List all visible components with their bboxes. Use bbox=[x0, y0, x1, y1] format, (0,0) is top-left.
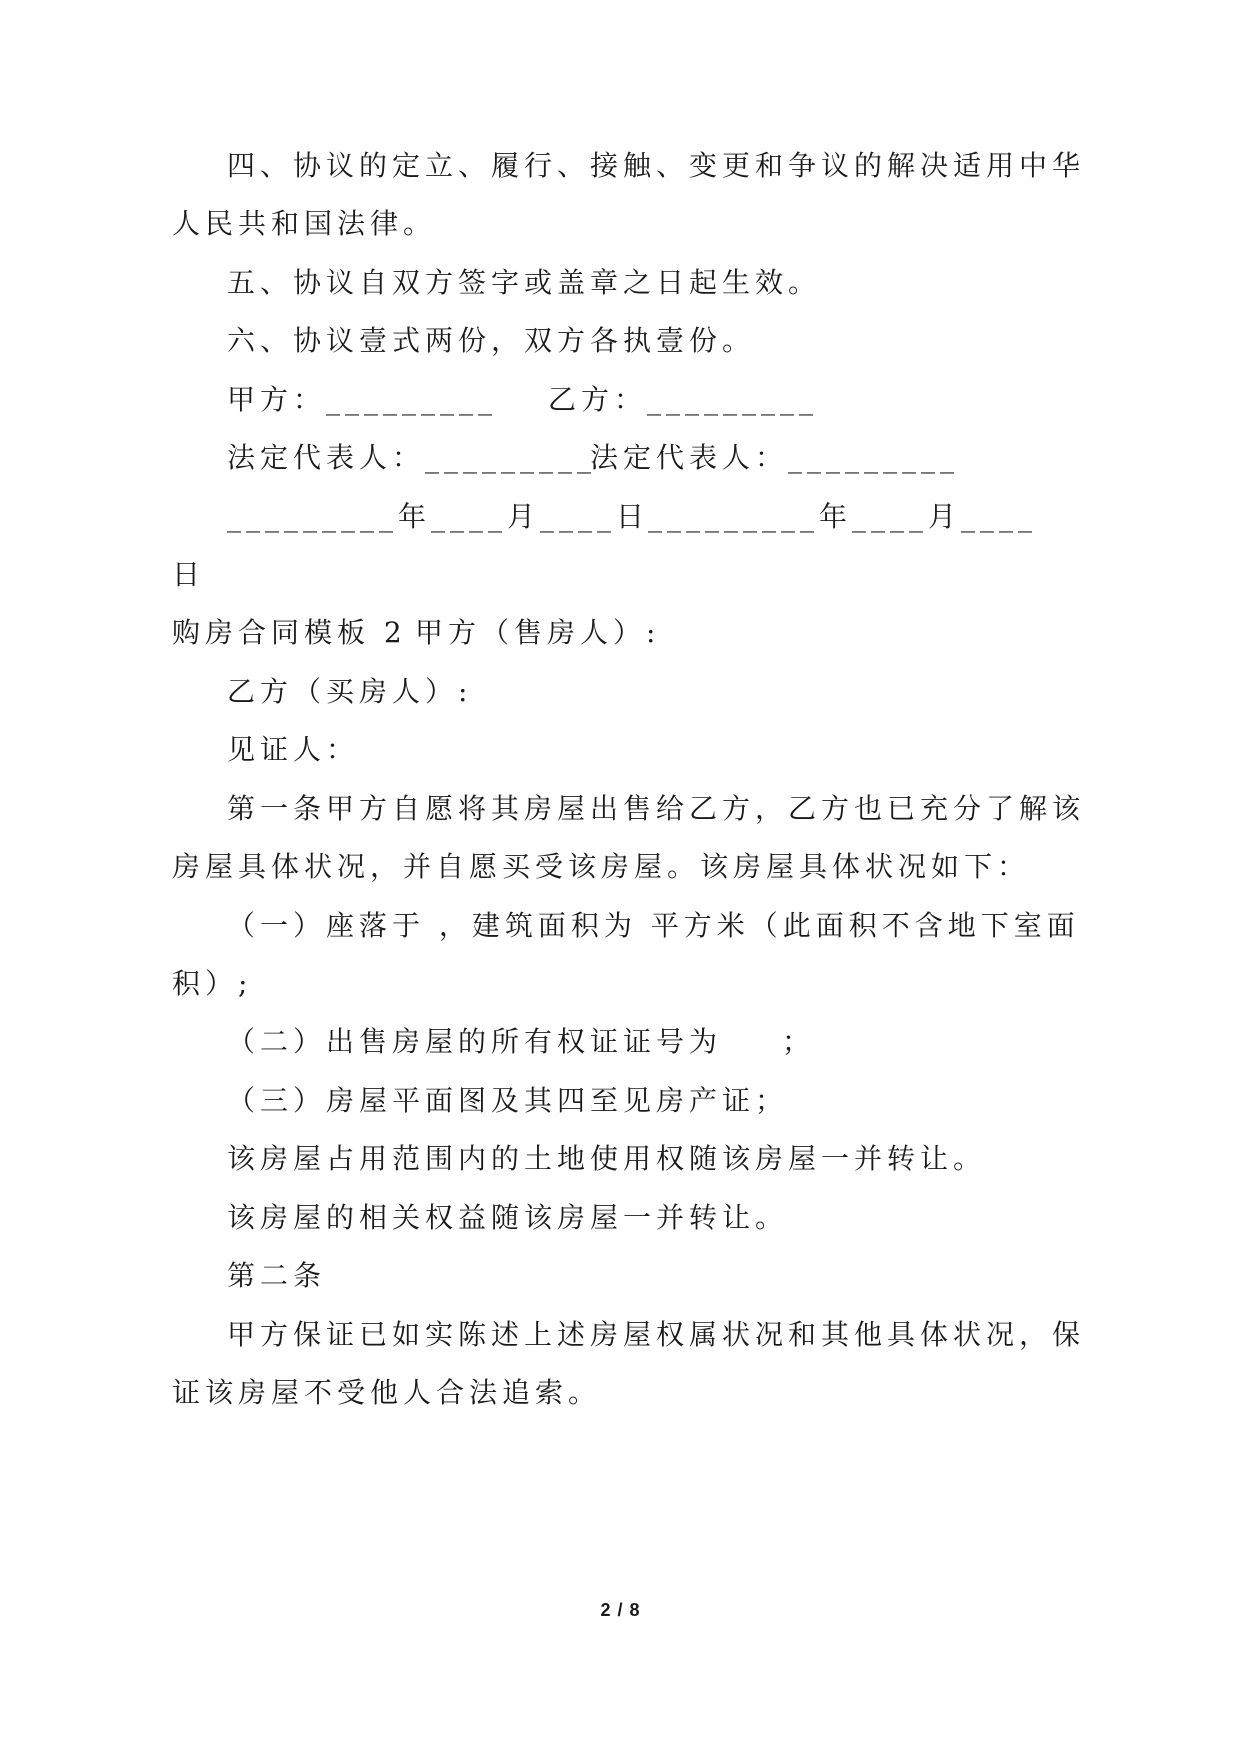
contract-template-title: 购房合同模板 2 bbox=[172, 616, 407, 649]
rights-transfer: 该房屋的相关权益随该房屋一并转让。 bbox=[227, 1201, 789, 1234]
item-1-line-2: 积）; bbox=[172, 967, 253, 1000]
party-b-signature: 乙方：_________ bbox=[548, 383, 819, 416]
item-3: （三）房屋平面图及其四至见房产证； bbox=[227, 1084, 789, 1117]
article-2-line-2: 证该房屋不受他人合法追索。 bbox=[172, 1376, 602, 1409]
witness-label: 见证人： bbox=[227, 733, 360, 766]
party-b-legal-representative: 法定代表人：_________ bbox=[590, 441, 960, 474]
article-2-heading: 第二条 bbox=[227, 1259, 327, 1292]
paragraph-4-line-2: 人民共和国法律。 bbox=[172, 207, 437, 240]
seller-label: 甲方（售房人）: bbox=[415, 616, 661, 649]
article-1-line-2: 房屋具体状况，并自愿买受该房屋。该房屋具体状况如下： bbox=[172, 850, 1031, 883]
article-2-line-1: 甲方保证已如实陈述上述房屋权属状况和其他具体状况，保 bbox=[227, 1318, 1086, 1351]
party-b-date-day: 日 bbox=[172, 558, 206, 591]
buyer-label: 乙方（买房人）: bbox=[227, 675, 473, 708]
paragraph-6: 六、协议壹式两份，双方各执壹份。 bbox=[227, 324, 756, 357]
item-2-end: ； bbox=[782, 1025, 816, 1058]
party-a-signature: 甲方：_________ bbox=[227, 383, 498, 416]
party-b-date: _________年____月____ bbox=[648, 500, 1038, 533]
paragraph-5: 五、协议自双方签字或盖章之日起生效。 bbox=[227, 266, 822, 299]
page-number: 2 / 8 bbox=[600, 1600, 641, 1620]
item-2-text: （二）出售房屋的所有权证证号为 bbox=[227, 1025, 723, 1058]
item-1-line-1: （一）座落于 ，建筑面积为 平方米（此面积不含地下室面 bbox=[227, 909, 1080, 942]
party-a-date: _________年____月____日 bbox=[227, 500, 650, 533]
party-a-legal-representative: 法定代表人：_________ bbox=[227, 441, 597, 474]
paragraph-4-line-1: 四、协议的定立、履行、接触、变更和争议的解决适用中华 bbox=[227, 149, 1086, 182]
land-use-transfer: 该房屋占用范围内的土地使用权随该房屋一并转让。 bbox=[227, 1142, 987, 1175]
article-1-line-1: 第一条甲方自愿将其房屋出售给乙方，乙方也已充分了解该 bbox=[227, 792, 1086, 825]
